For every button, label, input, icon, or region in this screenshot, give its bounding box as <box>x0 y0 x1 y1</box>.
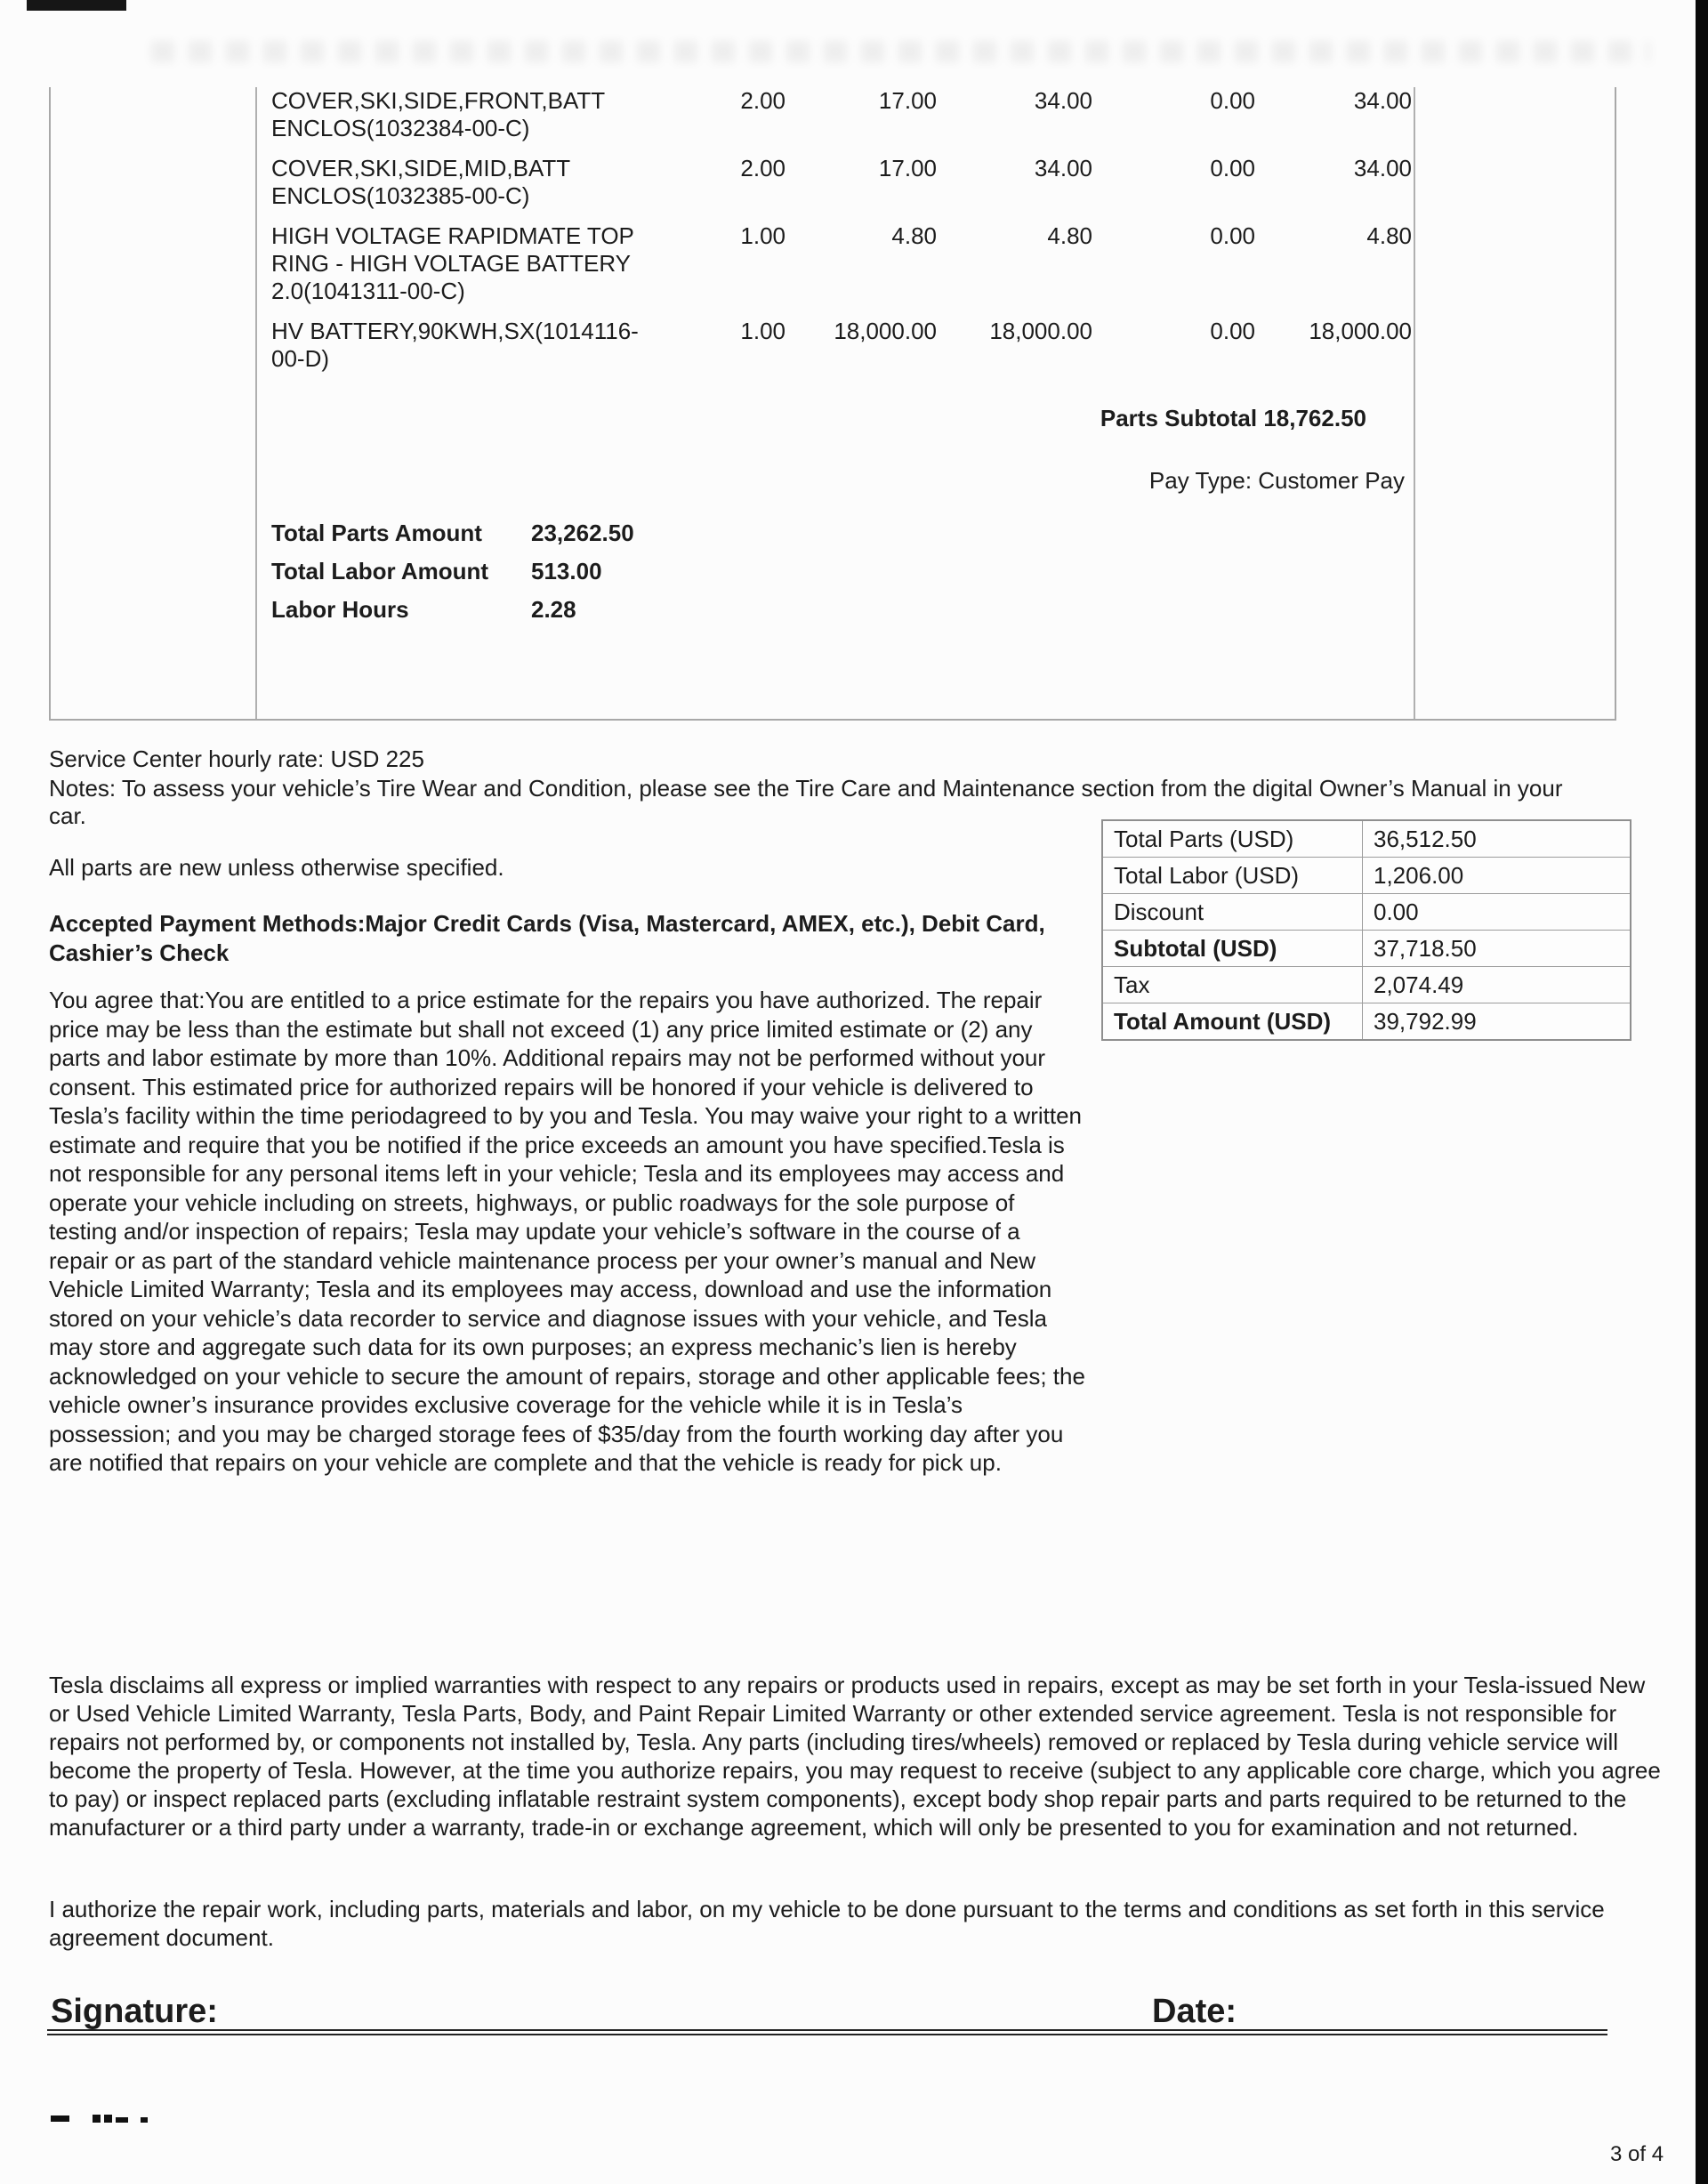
summary-row-total-amount <box>1102 1003 1631 1041</box>
summary-value: 37,718.50 <box>1363 931 1631 967</box>
cutoff-text-fragment <box>104 2115 112 2123</box>
authorization-paragraph: I authorize the repair work, including parts, materials and labor, on my vehicle to be done pursuant to the terms and conditions as set forth in this service agreement document. <box>49 1896 1605 1951</box>
scan-artifact-top-bar <box>27 0 126 11</box>
summary-label: Total Labor (USD) <box>1102 858 1363 894</box>
part-discount: 0.00 <box>1210 222 1255 249</box>
agreement-terms-paragraph: You agree that:You are entitled to a price estimate for the repairs you have authorized. The repair price may be less than the estimate but shall not exceed (1) any price limited estimate or (2) any parts and labor estimate by more than 10%. Additional repairs may not be performed without your consent. This estimated price for authorized repairs will be honored if your vehicle is delivered to Tesla’s facility within the time periodagreed to by you and Tesla. You may waive your right to a written estimate and require that you be notified if the price exceeds an amount you have specified.Tesla is not responsible for any personal items left in your vehicle; Tesla and its employees may access and operate your vehicle including on streets, highways, or public roadways for the sole purpose of testing and/or inspection of repairs; Tesla may update your vehicle’s software in the course of a repair or as part of the standard vehicle maintenance process per your owner’s manual and New Vehicle Limited Warranty; Tesla and its employees may access, download and use the information stored on your vehicle’s data recorder to service and diagnose issues with your vehicle, and Tesla may store and aggregate such data for its own purposes; an express mechanic’s lien is hereby acknowledged on your vehicle to secure the amount of repairs, storage and other applicable fees; the vehicle owner’s insurance provides exclusive coverage for the vehicle while it is in Tesla’s possession; and you may be charged storage fees of $35/day from the fourth working day after you are notified that repairs on your vehicle are complete and that the vehicle is ready for pick up. <box>49 987 1085 1476</box>
part-extended-price: 18,000.00 <box>989 318 1092 344</box>
summary-label: Discount <box>1102 894 1363 931</box>
summary-row-tax <box>1102 967 1631 1003</box>
parts-subtotal: Parts Subtotal 18,762.50 <box>1100 405 1366 431</box>
part-total: 34.00 <box>1353 87 1412 114</box>
summary-label: Total Parts (USD) <box>1102 820 1363 858</box>
part-total: 4.80 <box>1366 222 1412 249</box>
part-unit-price: 4.80 <box>891 222 937 249</box>
part-qty: 1.00 <box>740 318 786 344</box>
summary-row-subtotal <box>1102 931 1631 967</box>
part-description: HIGH VOLTAGE RAPIDMATE TOP RING - HIGH VOLTAGE BATTERY 2.0(1041311-00-C) <box>271 222 634 304</box>
total-parts-amount-label: Total Parts Amount <box>271 520 482 546</box>
new-parts-note: All parts are new unless otherwise specified. <box>49 854 504 881</box>
table-row <box>257 222 1615 305</box>
summary-label: Tax <box>1102 967 1363 1003</box>
warranty-disclaimer-paragraph: Tesla disclaims all express or implied warranties with respect to any repairs or products used in repairs, except as may be set forth in your Tesla-issued New or Used Vehicle Limited Warranty, Tesla Parts, Body, and Paint Repair Limited Warranty or other extended service agreement. Tesla is not responsible for repairs not performed by, or components not installed by, Tesla. Any parts (including tires/wheels) removed or replaced by Tesla during vehicle service will become the property of Tesla. However, at the time you authorize repairs, you may request to receive (subject to any applicable core charge, which you agree to pay) or inspect replaced parts (excluding inflatable restraint system components), except body shop repair parts and parts required to be returned to the manufacturer or a third party under a warranty, trade-in or exchange agreement, which will only be presented to you for examination and not returned. <box>49 1672 1661 1841</box>
hourly-rate-note: Service Center hourly rate: USD 225 <box>49 745 424 772</box>
tire-care-note: Notes: To assess your vehicle’s Tire Wear and Condition, please see the Tire Care and Maintenance section from the digital Owner’s Manual in your car. <box>49 775 1563 829</box>
table-column-divider <box>1414 87 1415 719</box>
table-row <box>257 155 1615 210</box>
labor-hours-label: Labor Hours <box>271 596 409 623</box>
summary-row-total-parts <box>1102 820 1631 858</box>
page-number: 3 of 4 <box>1610 2142 1664 2166</box>
cutoff-text-fragment <box>93 2115 101 2123</box>
pay-type: Pay Type: Customer Pay <box>1148 467 1405 494</box>
cutoff-text-fragment <box>141 2117 148 2123</box>
part-extended-price: 4.80 <box>1047 222 1092 249</box>
part-discount: 0.00 <box>1210 318 1255 344</box>
scan-artifact-right-edge <box>1696 0 1708 2184</box>
payment-methods-heading: Accepted Payment Methods:Major Credit Cards (Visa, Mastercard, AMEX, etc.), Debit Card, Cashier’s Check <box>49 910 1045 966</box>
table-column-divider <box>255 87 257 719</box>
summary-label: Subtotal (USD) <box>1102 931 1363 967</box>
part-discount: 0.00 <box>1210 87 1255 114</box>
part-unit-price: 18,000.00 <box>834 318 937 344</box>
summary-row-discount <box>1102 894 1631 931</box>
total-parts-amount-value: 23,262.50 <box>531 520 634 546</box>
part-total: 34.00 <box>1353 155 1412 181</box>
cutoff-text-fragment <box>51 2115 69 2122</box>
part-total: 18,000.00 <box>1309 318 1412 344</box>
cutoff-text-fragment <box>116 2117 128 2123</box>
signature-line <box>47 2029 1607 2035</box>
faded-table-header <box>151 41 1650 62</box>
part-qty: 1.00 <box>740 222 786 249</box>
table-row <box>257 87 1615 142</box>
part-description: HV BATTERY,90KWH,SX(1014116-00-D) <box>271 318 639 372</box>
part-description: COVER,SKI,SIDE,FRONT,BATT ENCLOS(1032384-00-C) <box>271 87 605 141</box>
labor-hours-value: 2.28 <box>531 596 576 623</box>
summary-value: 2,074.49 <box>1363 967 1631 1003</box>
part-extended-price: 34.00 <box>1034 87 1092 114</box>
part-description: COVER,SKI,SIDE,MID,BATT ENCLOS(1032385-00-C) <box>271 155 570 209</box>
summary-label: Total Amount (USD) <box>1102 1003 1363 1041</box>
part-qty: 2.00 <box>740 87 786 114</box>
part-unit-price: 17.00 <box>878 87 937 114</box>
total-labor-amount-label: Total Labor Amount <box>271 558 489 584</box>
invoice-summary-table <box>1101 819 1631 1041</box>
summary-value: 39,792.99 <box>1363 1003 1631 1041</box>
summary-row-total-labor <box>1102 858 1631 894</box>
part-extended-price: 34.00 <box>1034 155 1092 181</box>
part-discount: 0.00 <box>1210 155 1255 181</box>
part-unit-price: 17.00 <box>878 155 937 181</box>
date-label: Date: <box>1152 1993 1237 2030</box>
table-row <box>257 318 1615 373</box>
summary-value: 0.00 <box>1363 894 1631 931</box>
part-qty: 2.00 <box>740 155 786 181</box>
summary-value: 36,512.50 <box>1363 820 1631 858</box>
summary-value: 1,206.00 <box>1363 858 1631 894</box>
signature-label: Signature: <box>51 1993 218 2030</box>
parts-table <box>49 87 1616 721</box>
total-labor-amount-value: 513.00 <box>531 558 602 584</box>
